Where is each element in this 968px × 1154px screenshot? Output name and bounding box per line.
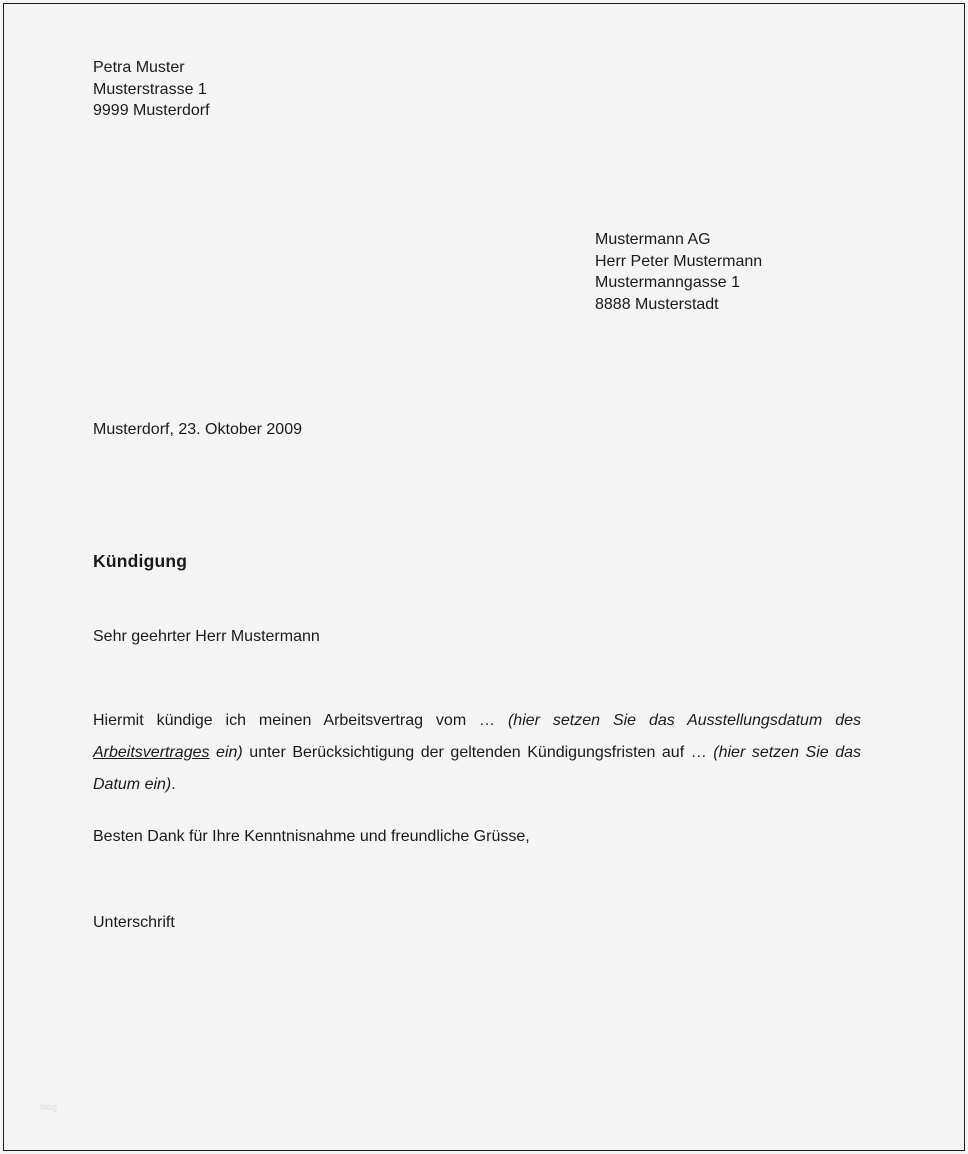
sender-name: Petra Muster: [93, 59, 185, 76]
salutation: Sehr geehrter Herr Mustermann: [93, 628, 320, 645]
closing-line: Besten Dank für Ihre Kenntnisnahme und freundliche Grüsse,: [93, 828, 530, 845]
body-text-segment: unter Berücksichtigung der geltenden Kündigungsfristen auf …: [242, 744, 714, 761]
recipient-contact: Herr Peter Mustermann: [595, 252, 763, 270]
sender-address: [93, 57, 210, 122]
body-text-segment: Hiermit kündige ich meinen Arbeitsvertrag vom …: [93, 712, 508, 729]
subject-heading: Kündigung: [93, 551, 188, 571]
page-border: [3, 3, 965, 1151]
watermark-text: blog: [40, 1102, 58, 1112]
sender-city: 9999 Musterdorf: [93, 102, 210, 119]
recipient-address: [595, 229, 762, 315]
date-line: Musterdorf, 23. Oktober 2009: [93, 421, 302, 438]
sender-street: Musterstrasse 1: [93, 80, 207, 98]
body-paragraph: [93, 705, 861, 801]
recipient-street: Mustermanngasse 1: [595, 274, 740, 291]
signature-label: Unterschrift: [93, 914, 175, 931]
recipient-company: Mustermann AG: [595, 231, 711, 248]
body-placeholder-italic-2: (hier setzen Sie das Datum ein): [93, 744, 862, 793]
body-placeholder-italic-end: ein): [209, 744, 243, 761]
body-text-period: .: [171, 776, 176, 793]
body-placeholder-underlined: Arbeitsvertrages: [93, 744, 210, 761]
recipient-city: 8888 Musterstadt: [595, 295, 719, 313]
body-placeholder-italic: (hier setzen Sie das Ausstellungsdatum des: [507, 712, 861, 729]
